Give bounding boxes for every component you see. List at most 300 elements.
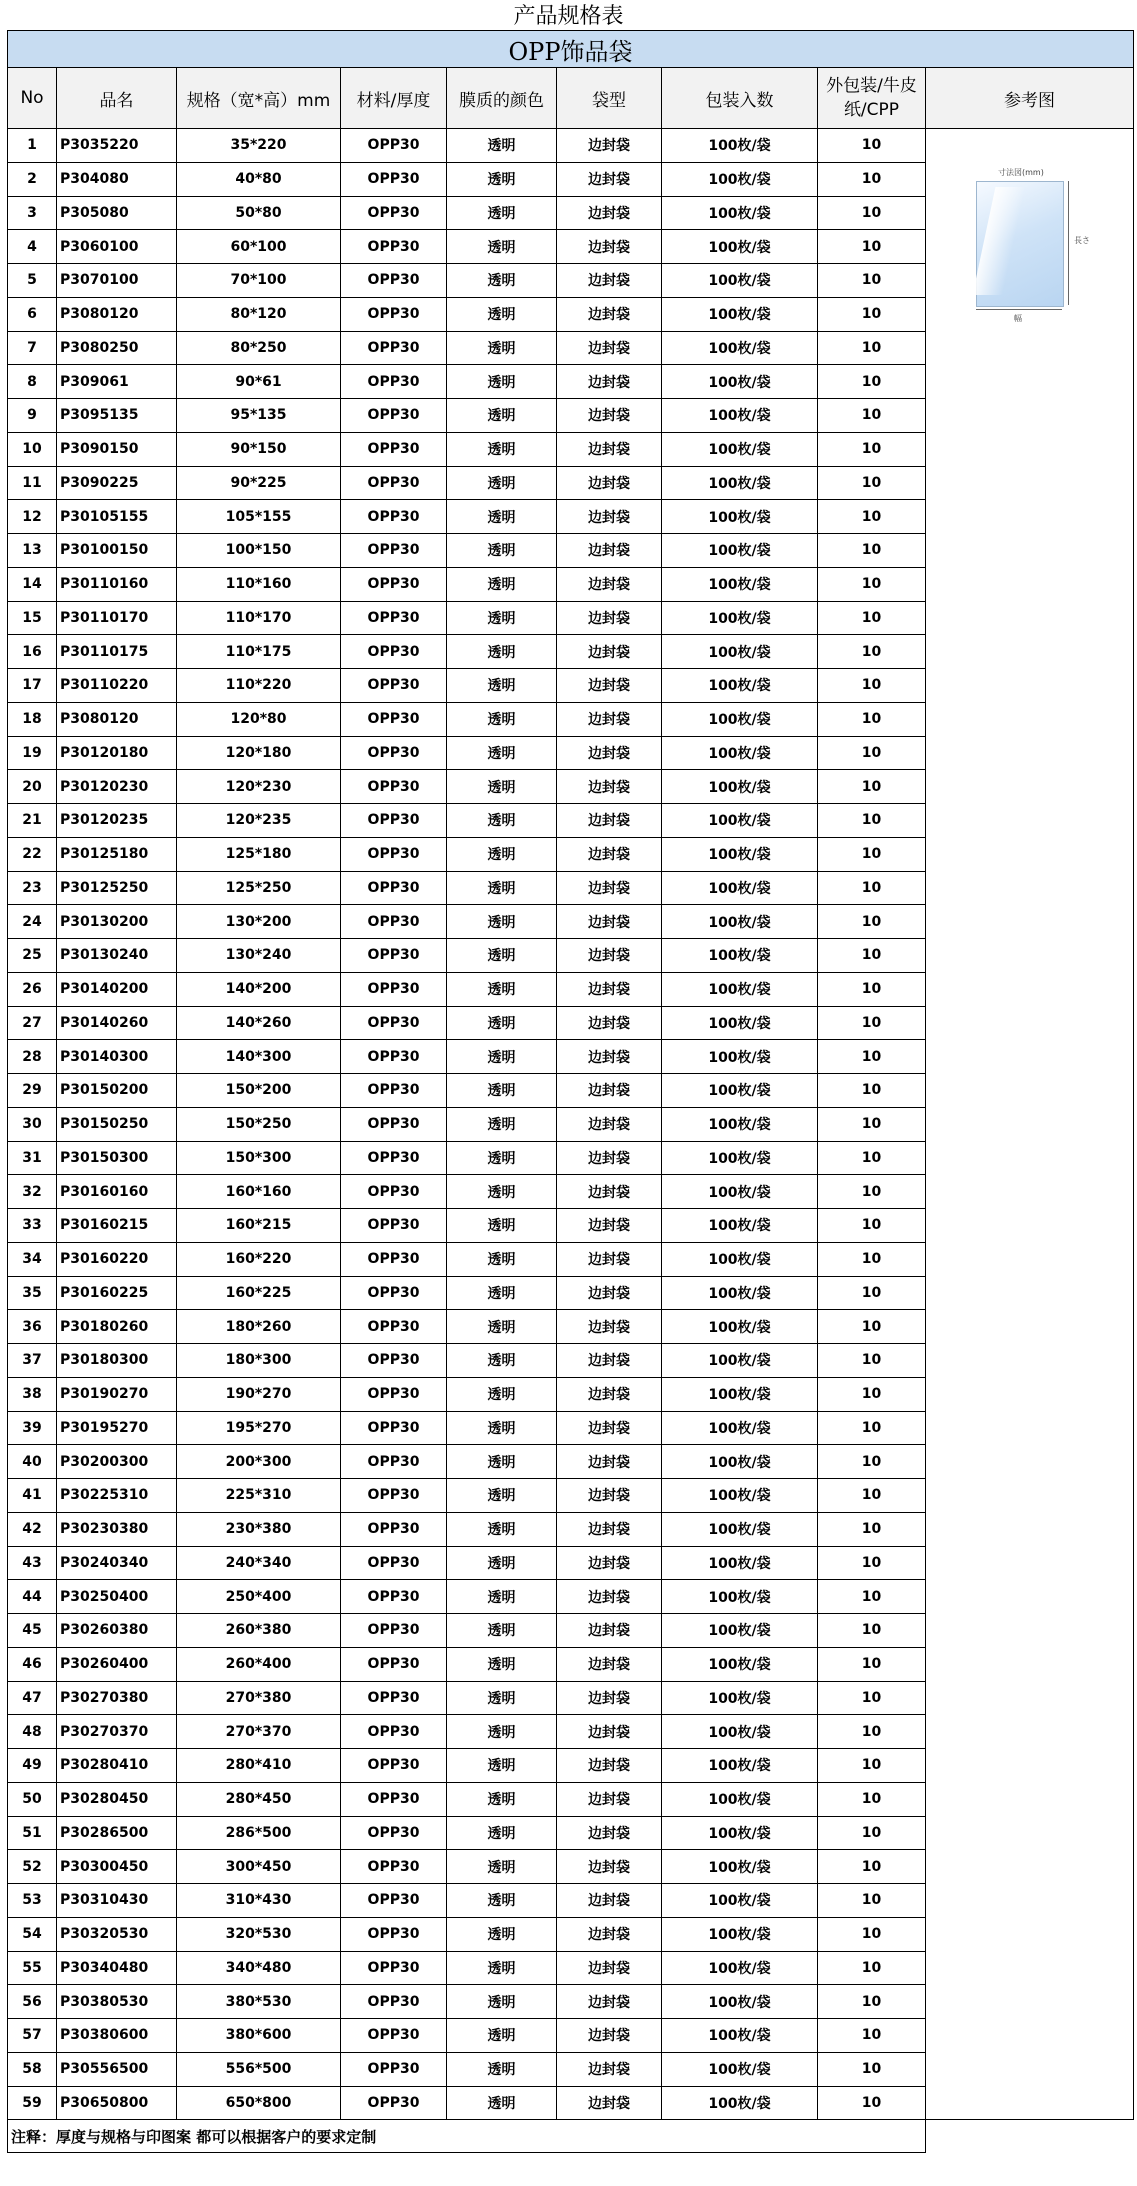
cell-product-code: P30240340: [57, 1546, 177, 1580]
cell-product-code: P3090225: [57, 466, 177, 500]
cell-material: OPP30: [341, 466, 447, 500]
cell-no: 42: [8, 1512, 57, 1546]
cell-material: OPP30: [341, 1816, 447, 1850]
cell-outer-pack: 10: [818, 129, 926, 163]
diagram-side-label: 長さ: [1074, 236, 1090, 245]
cell-no: 22: [8, 837, 57, 871]
cell-size: 270*380: [177, 1681, 341, 1715]
cell-bag-type: 边封袋: [557, 466, 662, 500]
cell-pack-qty: 100枚/袋: [662, 601, 818, 635]
cell-size: 70*100: [177, 264, 341, 298]
header-bag-type: 袋型: [557, 68, 662, 129]
cell-no: 33: [8, 1209, 57, 1243]
cell-size: 380*530: [177, 1985, 341, 2019]
cell-no: 8: [8, 365, 57, 399]
cell-size: 50*80: [177, 196, 341, 230]
cell-size: 110*170: [177, 601, 341, 635]
cell-bag-type: 边封袋: [557, 162, 662, 196]
cell-no: 18: [8, 702, 57, 736]
cell-size: 80*250: [177, 331, 341, 365]
cell-outer-pack: 10: [818, 837, 926, 871]
cell-bag-type: 边封袋: [557, 635, 662, 669]
cell-outer-pack: 10: [818, 1377, 926, 1411]
cell-material: OPP30: [341, 162, 447, 196]
cell-no: 13: [8, 534, 57, 568]
cell-pack-qty: 100枚/袋: [662, 2086, 818, 2120]
cell-color: 透明: [447, 567, 557, 601]
cell-outer-pack: 10: [818, 1479, 926, 1513]
cell-outer-pack: 10: [818, 972, 926, 1006]
cell-size: 35*220: [177, 129, 341, 163]
cell-product-code: P30150250: [57, 1107, 177, 1141]
width-dimension-line: [976, 309, 1062, 310]
cell-no: 30: [8, 1107, 57, 1141]
cell-material: OPP30: [341, 1546, 447, 1580]
cell-pack-qty: 100枚/袋: [662, 297, 818, 331]
cell-color: 透明: [447, 1816, 557, 1850]
cell-pack-qty: 100枚/袋: [662, 1074, 818, 1108]
cell-bag-type: 边封袋: [557, 1175, 662, 1209]
cell-no: 48: [8, 1715, 57, 1749]
cell-outer-pack: 10: [818, 1580, 926, 1614]
cell-material: OPP30: [341, 2052, 447, 2086]
cell-size: 195*270: [177, 1411, 341, 1445]
cell-color: 透明: [447, 1512, 557, 1546]
cell-bag-type: 边封袋: [557, 399, 662, 433]
cell-material: OPP30: [341, 196, 447, 230]
cell-no: 6: [8, 297, 57, 331]
cell-color: 透明: [447, 162, 557, 196]
cell-outer-pack: 10: [818, 1344, 926, 1378]
cell-outer-pack: 10: [818, 1749, 926, 1783]
cell-pack-qty: 100枚/袋: [662, 1310, 818, 1344]
cell-outer-pack: 10: [818, 871, 926, 905]
cell-size: 270*370: [177, 1715, 341, 1749]
cell-material: OPP30: [341, 1512, 447, 1546]
cell-bag-type: 边封袋: [557, 1445, 662, 1479]
cell-product-code: P30130240: [57, 939, 177, 973]
cell-pack-qty: 100枚/袋: [662, 129, 818, 163]
cell-bag-type: 边封袋: [557, 1242, 662, 1276]
cell-bag-type: 边封袋: [557, 534, 662, 568]
cell-bag-type: 边封袋: [557, 1546, 662, 1580]
cell-pack-qty: 100枚/袋: [662, 736, 818, 770]
cell-product-code: P30230380: [57, 1512, 177, 1546]
cell-color: 透明: [447, 230, 557, 264]
cell-bag-type: 边封袋: [557, 1884, 662, 1918]
cell-no: 56: [8, 1985, 57, 2019]
cell-pack-qty: 100枚/袋: [662, 399, 818, 433]
cell-pack-qty: 100枚/袋: [662, 1647, 818, 1681]
cell-pack-qty: 100枚/袋: [662, 1276, 818, 1310]
cell-product-code: P3060100: [57, 230, 177, 264]
cell-bag-type: 边封袋: [557, 129, 662, 163]
cell-no: 58: [8, 2052, 57, 2086]
cell-material: OPP30: [341, 264, 447, 298]
cell-bag-type: 边封袋: [557, 1715, 662, 1749]
cell-material: OPP30: [341, 1107, 447, 1141]
cell-bag-type: 边封袋: [557, 331, 662, 365]
cell-no: 37: [8, 1344, 57, 1378]
cell-product-code: P30120180: [57, 736, 177, 770]
cell-product-code: P30140200: [57, 972, 177, 1006]
cell-no: 36: [8, 1310, 57, 1344]
cell-size: 160*225: [177, 1276, 341, 1310]
cell-outer-pack: 10: [818, 297, 926, 331]
cell-outer-pack: 10: [818, 635, 926, 669]
cell-size: 250*400: [177, 1580, 341, 1614]
cell-material: OPP30: [341, 567, 447, 601]
cell-pack-qty: 100枚/袋: [662, 534, 818, 568]
cell-color: 透明: [447, 1074, 557, 1108]
cell-material: OPP30: [341, 1310, 447, 1344]
cell-product-code: P30380530: [57, 1985, 177, 2019]
cell-color: 透明: [447, 939, 557, 973]
cell-pack-qty: 100枚/袋: [662, 1344, 818, 1378]
cell-color: 透明: [447, 129, 557, 163]
cell-bag-type: 边封袋: [557, 669, 662, 703]
cell-bag-type: 边封袋: [557, 1614, 662, 1648]
cell-color: 透明: [447, 1209, 557, 1243]
cell-pack-qty: 100枚/袋: [662, 331, 818, 365]
cell-no: 27: [8, 1006, 57, 1040]
cell-no: 31: [8, 1141, 57, 1175]
cell-color: 透明: [447, 736, 557, 770]
cell-pack-qty: 100枚/袋: [662, 1479, 818, 1513]
cell-product-code: P3035220: [57, 129, 177, 163]
cell-product-code: P30125180: [57, 837, 177, 871]
cell-product-code: P30160220: [57, 1242, 177, 1276]
cell-material: OPP30: [341, 837, 447, 871]
cell-size: 556*500: [177, 2052, 341, 2086]
cell-no: 14: [8, 567, 57, 601]
cell-bag-type: 边封袋: [557, 1749, 662, 1783]
cell-pack-qty: 100枚/袋: [662, 702, 818, 736]
cell-no: 7: [8, 331, 57, 365]
cell-pack-qty: 100枚/袋: [662, 1884, 818, 1918]
cell-bag-type: 边封袋: [557, 1951, 662, 1985]
cell-no: 44: [8, 1580, 57, 1614]
cell-pack-qty: 100枚/袋: [662, 500, 818, 534]
cell-pack-qty: 100枚/袋: [662, 1749, 818, 1783]
cell-size: 320*530: [177, 1917, 341, 1951]
cell-bag-type: 边封袋: [557, 1209, 662, 1243]
cell-color: 透明: [447, 1377, 557, 1411]
cell-pack-qty: 100枚/袋: [662, 1816, 818, 1850]
header-pack-qty: 包装入数: [662, 68, 818, 129]
cell-no: 9: [8, 399, 57, 433]
cell-size: 140*200: [177, 972, 341, 1006]
cell-product-code: P30260380: [57, 1614, 177, 1648]
cell-pack-qty: 100枚/袋: [662, 1107, 818, 1141]
cell-size: 150*300: [177, 1141, 341, 1175]
cell-pack-qty: 100枚/袋: [662, 196, 818, 230]
diagram-top-label: 寸法図(mm): [998, 168, 1044, 177]
cell-outer-pack: 10: [818, 1614, 926, 1648]
height-dimension-line: [1068, 181, 1069, 305]
cell-color: 透明: [447, 871, 557, 905]
cell-color: 透明: [447, 1681, 557, 1715]
cell-outer-pack: 10: [818, 1074, 926, 1108]
header-name: 品名: [57, 68, 177, 129]
cell-no: 43: [8, 1546, 57, 1580]
cell-material: OPP30: [341, 2019, 447, 2053]
cell-pack-qty: 100枚/袋: [662, 1377, 818, 1411]
cell-outer-pack: 10: [818, 669, 926, 703]
cell-outer-pack: 10: [818, 1209, 926, 1243]
cell-outer-pack: 10: [818, 1917, 926, 1951]
cell-outer-pack: 10: [818, 1445, 926, 1479]
cell-material: OPP30: [341, 1411, 447, 1445]
cell-bag-type: 边封袋: [557, 702, 662, 736]
cell-pack-qty: 100枚/袋: [662, 1242, 818, 1276]
cell-color: 透明: [447, 702, 557, 736]
cell-bag-type: 边封袋: [557, 297, 662, 331]
cell-color: 透明: [447, 1884, 557, 1918]
cell-color: 透明: [447, 1647, 557, 1681]
cell-product-code: P30140260: [57, 1006, 177, 1040]
cell-size: 286*500: [177, 1816, 341, 1850]
cell-material: OPP30: [341, 1850, 447, 1884]
cell-color: 透明: [447, 1479, 557, 1513]
cell-material: OPP30: [341, 1344, 447, 1378]
cell-outer-pack: 10: [818, 2052, 926, 2086]
cell-material: OPP30: [341, 1580, 447, 1614]
cell-material: OPP30: [341, 1614, 447, 1648]
cell-product-code: P30286500: [57, 1816, 177, 1850]
cell-product-code: P30180260: [57, 1310, 177, 1344]
cell-color: 透明: [447, 1850, 557, 1884]
cell-size: 105*155: [177, 500, 341, 534]
cell-outer-pack: 10: [818, 1141, 926, 1175]
cell-outer-pack: 10: [818, 1546, 926, 1580]
cell-outer-pack: 10: [818, 1884, 926, 1918]
cell-product-code: P30280410: [57, 1749, 177, 1783]
cell-material: OPP30: [341, 1647, 447, 1681]
cell-product-code: P30150300: [57, 1141, 177, 1175]
cell-bag-type: 边封袋: [557, 1647, 662, 1681]
cell-no: 15: [8, 601, 57, 635]
cell-color: 透明: [447, 2052, 557, 2086]
cell-size: 150*200: [177, 1074, 341, 1108]
cell-product-code: P30130200: [57, 905, 177, 939]
cell-pack-qty: 100枚/袋: [662, 1512, 818, 1546]
cell-product-code: P30180300: [57, 1344, 177, 1378]
cell-color: 透明: [447, 1445, 557, 1479]
cell-product-code: P30105155: [57, 500, 177, 534]
cell-pack-qty: 100枚/袋: [662, 972, 818, 1006]
cell-color: 透明: [447, 1546, 557, 1580]
section-title: OPP饰品袋: [8, 31, 1134, 68]
cell-color: 透明: [447, 1175, 557, 1209]
cell-outer-pack: 10: [818, 399, 926, 433]
cell-bag-type: 边封袋: [557, 432, 662, 466]
cell-outer-pack: 10: [818, 432, 926, 466]
cell-material: OPP30: [341, 702, 447, 736]
cell-size: 120*180: [177, 736, 341, 770]
cell-size: 190*270: [177, 1377, 341, 1411]
cell-product-code: P30150200: [57, 1074, 177, 1108]
cell-bag-type: 边封袋: [557, 264, 662, 298]
cell-color: 透明: [447, 1276, 557, 1310]
cell-no: 20: [8, 770, 57, 804]
cell-color: 透明: [447, 466, 557, 500]
cell-bag-type: 边封袋: [557, 1512, 662, 1546]
cell-outer-pack: 10: [818, 1107, 926, 1141]
cell-color: 透明: [447, 1951, 557, 1985]
cell-material: OPP30: [341, 905, 447, 939]
cell-no: 39: [8, 1411, 57, 1445]
footnote: 注释：厚度与规格与印图案 都可以根据客户的要求定制: [8, 2120, 926, 2153]
cell-color: 透明: [447, 1782, 557, 1816]
cell-material: OPP30: [341, 871, 447, 905]
cell-material: OPP30: [341, 770, 447, 804]
cell-outer-pack: 10: [818, 2086, 926, 2120]
cell-bag-type: 边封袋: [557, 2086, 662, 2120]
cell-no: 41: [8, 1479, 57, 1513]
cell-pack-qty: 100枚/袋: [662, 365, 818, 399]
cell-pack-qty: 100枚/袋: [662, 905, 818, 939]
cell-product-code: P30195270: [57, 1411, 177, 1445]
cell-product-code: P30250400: [57, 1580, 177, 1614]
cell-size: 100*150: [177, 534, 341, 568]
cell-material: OPP30: [341, 1479, 447, 1513]
cell-material: OPP30: [341, 1985, 447, 2019]
cell-material: OPP30: [341, 635, 447, 669]
cell-size: 300*450: [177, 1850, 341, 1884]
cell-pack-qty: 100枚/袋: [662, 1040, 818, 1074]
bag-diagram: [926, 165, 1133, 323]
cell-material: OPP30: [341, 972, 447, 1006]
cell-size: 180*260: [177, 1310, 341, 1344]
cell-pack-qty: 100枚/袋: [662, 837, 818, 871]
cell-bag-type: 边封袋: [557, 567, 662, 601]
cell-size: 110*175: [177, 635, 341, 669]
cell-no: 12: [8, 500, 57, 534]
cell-outer-pack: 10: [818, 1242, 926, 1276]
cell-product-code: P30380600: [57, 2019, 177, 2053]
cell-bag-type: 边封袋: [557, 196, 662, 230]
cell-material: OPP30: [341, 1040, 447, 1074]
cell-no: 4: [8, 230, 57, 264]
cell-color: 透明: [447, 972, 557, 1006]
cell-outer-pack: 10: [818, 567, 926, 601]
cell-no: 32: [8, 1175, 57, 1209]
cell-no: 40: [8, 1445, 57, 1479]
cell-size: 310*430: [177, 1884, 341, 1918]
cell-size: 125*250: [177, 871, 341, 905]
cell-product-code: P30120235: [57, 804, 177, 838]
cell-color: 透明: [447, 1040, 557, 1074]
header-outer-pack: 外包装/牛皮纸/CPP: [818, 68, 926, 129]
cell-no: 45: [8, 1614, 57, 1648]
cell-pack-qty: 100枚/袋: [662, 1209, 818, 1243]
cell-bag-type: 边封袋: [557, 1681, 662, 1715]
cell-size: 230*380: [177, 1512, 341, 1546]
cell-pack-qty: 100枚/袋: [662, 1951, 818, 1985]
cell-color: 透明: [447, 1917, 557, 1951]
cell-outer-pack: 10: [818, 1850, 926, 1884]
cell-bag-type: 边封袋: [557, 500, 662, 534]
cell-product-code: P30270380: [57, 1681, 177, 1715]
cell-size: 180*300: [177, 1344, 341, 1378]
cell-color: 透明: [447, 2086, 557, 2120]
table-body: [8, 129, 1134, 2120]
cell-bag-type: 边封袋: [557, 1850, 662, 1884]
cell-product-code: P30120230: [57, 770, 177, 804]
cell-product-code: P30556500: [57, 2052, 177, 2086]
page-title: 产品规格表: [513, 4, 624, 29]
cell-color: 透明: [447, 534, 557, 568]
cell-pack-qty: 100枚/袋: [662, 804, 818, 838]
cell-product-code: P30300450: [57, 1850, 177, 1884]
cell-material: OPP30: [341, 804, 447, 838]
cell-color: 透明: [447, 1006, 557, 1040]
cell-pack-qty: 100枚/袋: [662, 1546, 818, 1580]
cell-material: OPP30: [341, 1681, 447, 1715]
cell-color: 透明: [447, 1107, 557, 1141]
cell-product-code: P3080120: [57, 702, 177, 736]
cell-product-code: P30340480: [57, 1951, 177, 1985]
cell-bag-type: 边封袋: [557, 1310, 662, 1344]
header-size: 规格（宽*高）mm: [177, 68, 341, 129]
cell-bag-type: 边封袋: [557, 230, 662, 264]
cell-bag-type: 边封袋: [557, 770, 662, 804]
cell-pack-qty: 100枚/袋: [662, 1782, 818, 1816]
cell-outer-pack: 10: [818, 365, 926, 399]
cell-color: 透明: [447, 331, 557, 365]
cell-outer-pack: 10: [818, 1951, 926, 1985]
cell-bag-type: 边封袋: [557, 1107, 662, 1141]
cell-product-code: P30110160: [57, 567, 177, 601]
cell-material: OPP30: [341, 1445, 447, 1479]
cell-material: OPP30: [341, 601, 447, 635]
cell-product-code: P30110175: [57, 635, 177, 669]
cell-product-code: P30110220: [57, 669, 177, 703]
cell-size: 240*340: [177, 1546, 341, 1580]
cell-bag-type: 边封袋: [557, 736, 662, 770]
cell-no: 17: [8, 669, 57, 703]
cell-bag-type: 边封袋: [557, 804, 662, 838]
cell-outer-pack: 10: [818, 331, 926, 365]
cell-product-code: P30190270: [57, 1377, 177, 1411]
header-no: No: [8, 68, 57, 129]
cell-no: 2: [8, 162, 57, 196]
cell-size: 95*135: [177, 399, 341, 433]
cell-color: 透明: [447, 1242, 557, 1276]
cell-bag-type: 边封袋: [557, 2052, 662, 2086]
cell-size: 130*200: [177, 905, 341, 939]
cell-color: 透明: [447, 1715, 557, 1749]
cell-pack-qty: 100枚/袋: [662, 264, 818, 298]
cell-bag-type: 边封袋: [557, 1782, 662, 1816]
header-color: 膜质的颜色: [447, 68, 557, 129]
cell-outer-pack: 10: [818, 804, 926, 838]
cell-outer-pack: 10: [818, 1310, 926, 1344]
cell-outer-pack: 10: [818, 1647, 926, 1681]
cell-pack-qty: 100枚/袋: [662, 1141, 818, 1175]
cell-size: 130*240: [177, 939, 341, 973]
cell-product-code: P3080250: [57, 331, 177, 365]
cell-pack-qty: 100枚/袋: [662, 871, 818, 905]
cell-product-code: P3090150: [57, 432, 177, 466]
cell-no: 57: [8, 2019, 57, 2053]
cell-pack-qty: 100枚/袋: [662, 230, 818, 264]
cell-no: 35: [8, 1276, 57, 1310]
cell-material: OPP30: [341, 1175, 447, 1209]
cell-material: OPP30: [341, 669, 447, 703]
cell-product-code: P30260400: [57, 1647, 177, 1681]
